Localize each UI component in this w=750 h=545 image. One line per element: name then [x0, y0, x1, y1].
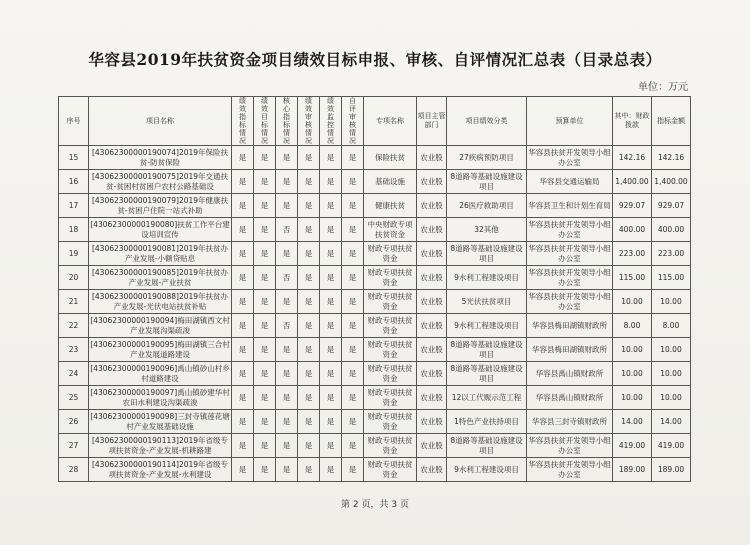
cell-c1: 是 — [232, 410, 254, 434]
cell-fiscal: 419.00 — [613, 434, 652, 458]
cell-fiscal: 14.00 — [613, 410, 652, 434]
cell-c6: 是 — [342, 434, 364, 458]
cell-c1: 是 — [232, 242, 254, 266]
cell-dept: 农业股 — [417, 314, 447, 338]
cell-dept: 农业股 — [417, 410, 447, 434]
table-row — [59, 410, 691, 434]
cell-c2: 是 — [254, 458, 276, 482]
cell-unit: 华容县扶贫开发领导小组办公室 — [527, 458, 613, 482]
header-fiscal: 其中：财政拨款 — [613, 97, 652, 146]
cell-project-name: [43062300000190088]2019年扶贫办产业发展-光伏电站扶贫补贴 — [89, 290, 232, 314]
cell-dept: 农业股 — [417, 458, 447, 482]
table-row — [59, 434, 691, 458]
cell-project-name: [43062300000190085]2019年扶贫办产业发展-产业扶贫 — [89, 266, 232, 290]
cell-fund-name: 财政专项扶贫资金 — [364, 338, 417, 362]
cell-c2: 是 — [254, 290, 276, 314]
cell-c4: 是 — [298, 434, 320, 458]
cell-unit: 华容县卫生和计划生育局 — [527, 194, 613, 218]
cell-c1: 是 — [232, 266, 254, 290]
cell-seq: 16 — [59, 170, 89, 194]
cell-c1: 是 — [232, 290, 254, 314]
cell-c2: 是 — [254, 386, 276, 410]
cell-seq: 27 — [59, 434, 89, 458]
cell-seq: 18 — [59, 218, 89, 242]
cell-c4: 是 — [298, 194, 320, 218]
table-row — [59, 170, 691, 194]
cell-c1: 是 — [232, 170, 254, 194]
header-unit: 预算单位 — [527, 97, 613, 146]
cell-c5: 是 — [320, 266, 342, 290]
cell-c4: 是 — [298, 314, 320, 338]
cell-c3: 是 — [276, 146, 298, 170]
cell-c4: 是 — [298, 290, 320, 314]
cell-amount: 929.07 — [652, 194, 691, 218]
cell-fiscal: 10.00 — [613, 386, 652, 410]
cell-seq: 21 — [59, 290, 89, 314]
cell-fiscal: 10.00 — [613, 290, 652, 314]
cell-seq: 24 — [59, 362, 89, 386]
cell-c1: 是 — [232, 338, 254, 362]
unit-label: 单位：万元 — [638, 82, 688, 93]
cell-c3: 是 — [276, 458, 298, 482]
cell-fund-name: 健康扶贫 — [364, 194, 417, 218]
cell-dept: 农业股 — [417, 170, 447, 194]
cell-c5: 是 — [320, 362, 342, 386]
cell-category: 12以工代赈示范工程 — [447, 386, 527, 410]
cell-c2: 是 — [254, 410, 276, 434]
cell-c4: 是 — [298, 242, 320, 266]
cell-project-name: [43062300000190094]梅田湖镇西文村产业发展沟渠疏浚 — [89, 314, 232, 338]
cell-c6: 是 — [342, 170, 364, 194]
cell-unit: 华容县禹山镇财政所 — [527, 386, 613, 410]
cell-c1: 是 — [232, 146, 254, 170]
cell-dept: 农业股 — [417, 242, 447, 266]
cell-seq: 26 — [59, 410, 89, 434]
cell-project-name: [43062300000190075]2019年交通扶贫-贫困村贫困户农村公路基础设 — [89, 170, 232, 194]
cell-project-name: [43062300000190079]2019年健康扶贫-贫困户住院一站式补助 — [89, 194, 232, 218]
cell-fiscal: 400.00 — [613, 218, 652, 242]
cell-dept: 农业股 — [417, 386, 447, 410]
cell-c6: 是 — [342, 362, 364, 386]
cell-project-name: [43062300000190095]梅田湖镇三合村产业发展道路建设 — [89, 338, 232, 362]
header-category: 项目绩效分类 — [447, 97, 527, 146]
cell-c1: 是 — [232, 458, 254, 482]
cell-c2: 是 — [254, 218, 276, 242]
cell-fiscal: 223.00 — [613, 242, 652, 266]
header-c3: 核心指标情况 — [276, 97, 298, 146]
cell-project-name: [43062300000190098]三封寺镇莲花塘村产业发展基础设施 — [89, 410, 232, 434]
cell-unit: 华容县梅田湖镇财政所 — [527, 314, 613, 338]
cell-c2: 是 — [254, 242, 276, 266]
cell-fund-name: 财政专项扶贫资金 — [364, 458, 417, 482]
cell-amount: 10.00 — [652, 362, 691, 386]
cell-project-name: [43062300000190114]2019年省级专项扶贫资金-产业发展-水利建设 — [89, 458, 232, 482]
header-seq: 序号 — [59, 97, 89, 146]
cell-unit: 华容县扶贫开发领导小组办公室 — [527, 434, 613, 458]
document-title: 华容县2019年扶贫资金项目绩效目标申报、审核、自评情况汇总表（目录总表） — [88, 50, 662, 69]
cell-dept: 农业股 — [417, 338, 447, 362]
cell-fund-name: 财政专项扶贫资金 — [364, 362, 417, 386]
table-row — [59, 290, 691, 314]
cell-fiscal: 929.07 — [613, 194, 652, 218]
cell-project-name: [43062300000190080]扶贫工作平台建设培训宣传 — [89, 218, 232, 242]
cell-c3: 否 — [276, 314, 298, 338]
cell-unit: 华容县扶贫开发领导小组办公室 — [527, 290, 613, 314]
cell-unit: 华容县禹山镇财政所 — [527, 362, 613, 386]
cell-seq: 23 — [59, 338, 89, 362]
cell-fiscal: 189.00 — [613, 458, 652, 482]
header-amount: 指标金额 — [652, 97, 691, 146]
cell-c5: 是 — [320, 146, 342, 170]
cell-project-name: [43062300000190074]2019年保险扶贫-防贫保险 — [89, 146, 232, 170]
cell-c5: 是 — [320, 458, 342, 482]
cell-fund-name: 财政专项扶贫资金 — [364, 386, 417, 410]
cell-c6: 是 — [342, 290, 364, 314]
cell-c3: 是 — [276, 194, 298, 218]
cell-seq: 20 — [59, 266, 89, 290]
cell-seq: 28 — [59, 458, 89, 482]
cell-c6: 是 — [342, 242, 364, 266]
cell-c1: 是 — [232, 362, 254, 386]
table-row — [59, 146, 691, 170]
cell-category: 26医疗救助项目 — [447, 194, 527, 218]
header-project-name: 项目名称 — [89, 97, 232, 146]
cell-c1: 是 — [232, 386, 254, 410]
cell-c4: 是 — [298, 170, 320, 194]
cell-c4: 是 — [298, 266, 320, 290]
cell-category: 9水利工程建设项目 — [447, 266, 527, 290]
cell-c4: 是 — [298, 386, 320, 410]
cell-fiscal: 8.00 — [613, 314, 652, 338]
cell-fund-name: 财政专项扶贫资金 — [364, 434, 417, 458]
cell-category: 8道路等基础设施建设项目 — [447, 170, 527, 194]
cell-fund-name: 基础设施 — [364, 170, 417, 194]
cell-c2: 是 — [254, 170, 276, 194]
header-c4: 绩效审核情况 — [298, 97, 320, 146]
cell-category: 8道路等基础设施建设项目 — [447, 434, 527, 458]
cell-fund-name: 财政专项扶贫资金 — [364, 314, 417, 338]
cell-c5: 是 — [320, 314, 342, 338]
page-footer: 第 2 页，共 3 页 — [341, 500, 409, 510]
cell-c5: 是 — [320, 434, 342, 458]
table-row — [59, 386, 691, 410]
cell-amount: 10.00 — [652, 386, 691, 410]
cell-c4: 是 — [298, 458, 320, 482]
cell-category: 1特色产业扶持项目 — [447, 410, 527, 434]
cell-dept: 农业股 — [417, 194, 447, 218]
cell-fiscal: 115.00 — [613, 266, 652, 290]
cell-amount: 223.00 — [652, 242, 691, 266]
cell-c5: 是 — [320, 194, 342, 218]
cell-c2: 是 — [254, 434, 276, 458]
cell-unit: 华容县三封寺镇财政所 — [527, 410, 613, 434]
cell-c4: 是 — [298, 410, 320, 434]
header-c1: 绩效指标情况 — [232, 97, 254, 146]
cell-fund-name: 财政专项扶贫资金 — [364, 266, 417, 290]
cell-project-name: [43062300000190097]禹山镇砂建华村农田水利建设沟渠疏浚 — [89, 386, 232, 410]
cell-amount: 8.00 — [652, 314, 691, 338]
cell-c3: 是 — [276, 290, 298, 314]
cell-c6: 是 — [342, 194, 364, 218]
cell-category: 8道路等基础设施建设项目 — [447, 362, 527, 386]
header-fund-name: 专项名称 — [364, 97, 417, 146]
cell-c4: 是 — [298, 338, 320, 362]
cell-dept: 农业股 — [417, 266, 447, 290]
cell-c6: 是 — [342, 338, 364, 362]
cell-amount: 10.00 — [652, 338, 691, 362]
cell-category: 32其他 — [447, 218, 527, 242]
cell-c3: 是 — [276, 386, 298, 410]
cell-c4: 是 — [298, 146, 320, 170]
cell-unit: 华容县交通运输局 — [527, 170, 613, 194]
cell-fund-name: 中央财政专项扶贫资金 — [364, 218, 417, 242]
cell-c3: 是 — [276, 338, 298, 362]
cell-category: 8道路等基础设施建设项目 — [447, 242, 527, 266]
table-row — [59, 194, 691, 218]
cell-c3: 否 — [276, 218, 298, 242]
cell-c5: 是 — [320, 218, 342, 242]
cell-c2: 是 — [254, 194, 276, 218]
cell-c5: 是 — [320, 410, 342, 434]
cell-project-name: [43062300000190113]2019年省级专项扶贫资金-产业发展-机耕路建 — [89, 434, 232, 458]
cell-c5: 是 — [320, 242, 342, 266]
cell-c3: 是 — [276, 170, 298, 194]
cell-c6: 是 — [342, 146, 364, 170]
cell-amount: 189.00 — [652, 458, 691, 482]
cell-seq: 17 — [59, 194, 89, 218]
cell-c3: 是 — [276, 242, 298, 266]
cell-fund-name: 财政专项扶贫资金 — [364, 410, 417, 434]
cell-c6: 是 — [342, 218, 364, 242]
cell-c1: 是 — [232, 194, 254, 218]
cell-c4: 是 — [298, 218, 320, 242]
cell-c6: 是 — [342, 266, 364, 290]
cell-fund-name: 财政专项扶贫资金 — [364, 242, 417, 266]
header-c5: 绩效监控情况 — [320, 97, 342, 146]
cell-seq: 15 — [59, 146, 89, 170]
cell-c3: 是 — [276, 410, 298, 434]
cell-unit: 华容县扶贫开发领导小组办公室 — [527, 266, 613, 290]
cell-amount: 400.00 — [652, 218, 691, 242]
cell-amount: 1,400.00 — [652, 170, 691, 194]
cell-c6: 是 — [342, 458, 364, 482]
cell-dept: 农业股 — [417, 146, 447, 170]
table-row — [59, 242, 691, 266]
cell-fiscal: 1,400.00 — [613, 170, 652, 194]
cell-amount: 10.00 — [652, 290, 691, 314]
cell-c6: 是 — [342, 314, 364, 338]
cell-unit: 华容县扶贫开发领导小组办公室 — [527, 242, 613, 266]
table-header-row — [59, 97, 691, 146]
cell-amount: 115.00 — [652, 266, 691, 290]
table-row — [59, 338, 691, 362]
cell-fiscal: 10.00 — [613, 362, 652, 386]
cell-unit: 华容县扶贫开发领导小组办公室 — [527, 218, 613, 242]
cell-fund-name: 财政专项扶贫资金 — [364, 290, 417, 314]
table-row — [59, 362, 691, 386]
header-c6: 自评审核情况 — [342, 97, 364, 146]
cell-category: 9水利工程建设项目 — [447, 314, 527, 338]
cell-c4: 是 — [298, 362, 320, 386]
cell-c2: 是 — [254, 146, 276, 170]
cell-unit: 华容县梅田湖镇财政所 — [527, 338, 613, 362]
cell-c6: 是 — [342, 410, 364, 434]
cell-c2: 是 — [254, 314, 276, 338]
cell-c3: 否 — [276, 266, 298, 290]
cell-unit: 华容县扶贫开发领导小组办公室 — [527, 146, 613, 170]
cell-c5: 是 — [320, 170, 342, 194]
cell-c2: 是 — [254, 338, 276, 362]
header-c2: 绩效目标情况 — [254, 97, 276, 146]
cell-seq: 25 — [59, 386, 89, 410]
table-row — [59, 458, 691, 482]
cell-c3: 是 — [276, 362, 298, 386]
cell-c5: 是 — [320, 386, 342, 410]
cell-category: 9水利工程建设项目 — [447, 458, 527, 482]
cell-dept: 农业股 — [417, 362, 447, 386]
header-dept: 项目主管部门 — [417, 97, 447, 146]
cell-c5: 是 — [320, 290, 342, 314]
cell-c6: 是 — [342, 386, 364, 410]
cell-c2: 是 — [254, 266, 276, 290]
cell-seq: 22 — [59, 314, 89, 338]
cell-c2: 是 — [254, 362, 276, 386]
table-row — [59, 218, 691, 242]
cell-category: 5光伏扶贫项目 — [447, 290, 527, 314]
cell-c1: 是 — [232, 434, 254, 458]
cell-fiscal: 10.00 — [613, 338, 652, 362]
cell-amount: 419.00 — [652, 434, 691, 458]
cell-project-name: [43062300000190096]禹山镇砂山村乡村道路建设 — [89, 362, 232, 386]
cell-dept: 农业股 — [417, 218, 447, 242]
cell-dept: 农业股 — [417, 434, 447, 458]
cell-fiscal: 142.16 — [613, 146, 652, 170]
cell-c1: 是 — [232, 218, 254, 242]
cell-project-name: [43062300000190081]2019年扶贫办产业发展-小额贷贴息 — [89, 242, 232, 266]
cell-dept: 农业股 — [417, 290, 447, 314]
table-row — [59, 314, 691, 338]
cell-category: 8道路等基础设施建设项目 — [447, 338, 527, 362]
cell-seq: 19 — [59, 242, 89, 266]
cell-amount: 142.16 — [652, 146, 691, 170]
cell-c5: 是 — [320, 338, 342, 362]
table-row — [59, 266, 691, 290]
cell-c1: 是 — [232, 314, 254, 338]
cell-category: 27疾病预防项目 — [447, 146, 527, 170]
summary-table — [58, 96, 691, 482]
cell-amount: 14.00 — [652, 410, 691, 434]
cell-fund-name: 保险扶贫 — [364, 146, 417, 170]
cell-c3: 是 — [276, 434, 298, 458]
